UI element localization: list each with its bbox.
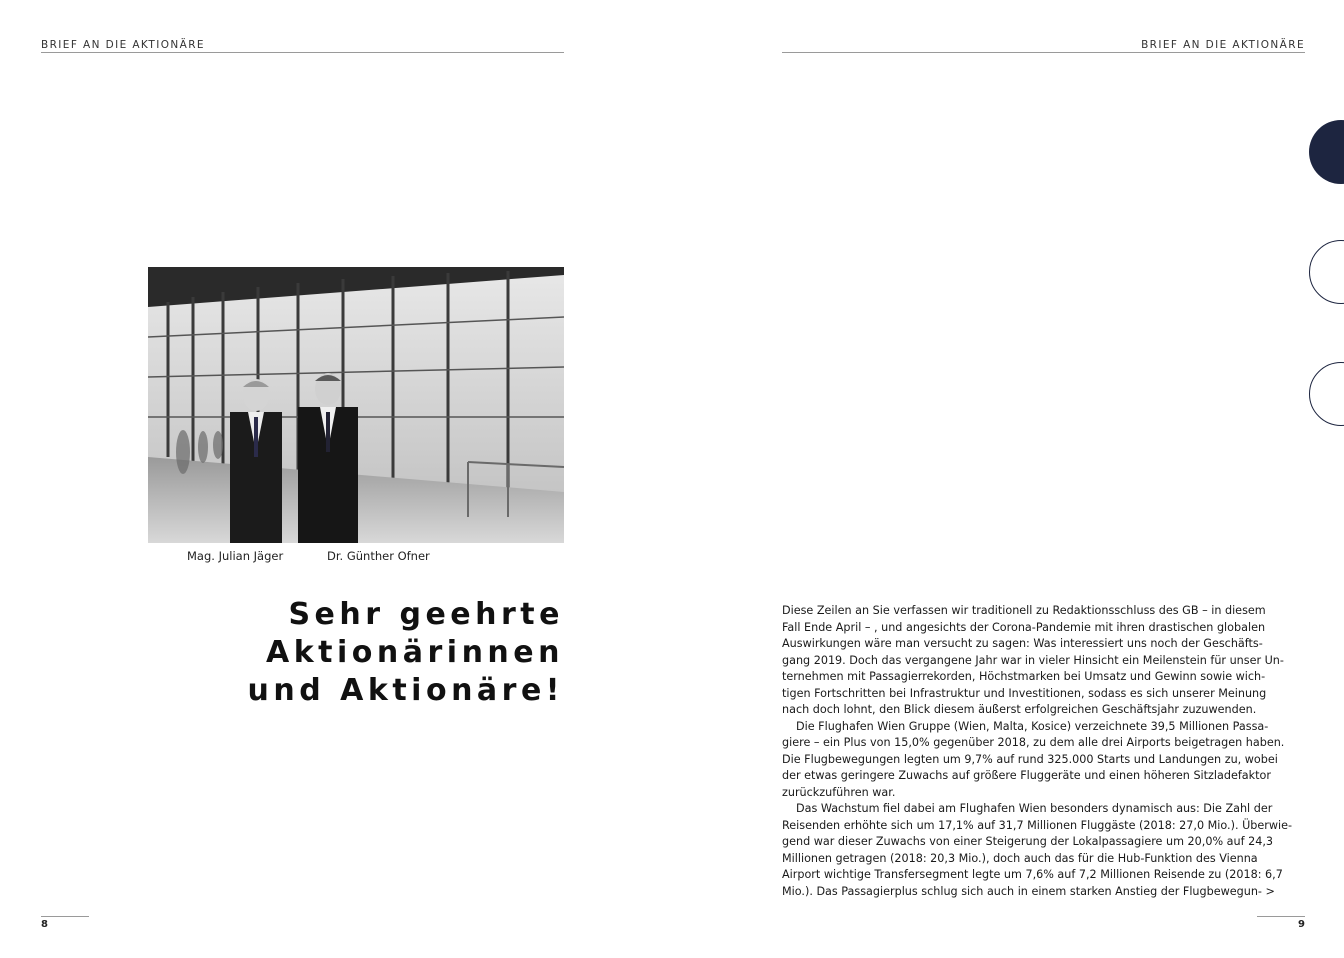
letter-line: Das Wachstum fiel dabei am Flughafen Wien besonders dynamisch aus: Die Zahl der (796, 802, 1273, 815)
letter-line: Reisenden erhöhte sich um 17,1% auf 31,7 Millionen Fluggäste (2018: 27,0 Mio.). Überwie- (782, 818, 1293, 832)
caption-guenther-ofner: Dr. Günther Ofner (327, 549, 430, 563)
letter-line: nach doch lohnt, den Blick diesem äußerst erfolgreichen Geschäftsjahr zuzuwenden. (782, 703, 1257, 716)
left-running-header: BRIEF AN DIE AKTIONÄRE (41, 39, 205, 51)
salutation-line: und Aktionäre! (247, 673, 564, 708)
letter-line: Millionen getragen (2018: 20,3 Mio.), doch auch das für die Hub-Funktion des Vienna (782, 851, 1258, 865)
letter-line: Die Flugbewegungen legten um 9,7% auf rund 325.000 Starts und Landungen zu, wobei (782, 752, 1278, 766)
chapter-tab[interactable] (1309, 240, 1344, 304)
letter-line: Diese Zeilen an Sie verfassen wir traditionell zu Redaktionsschluss des GB – in diesem (782, 604, 1266, 617)
letter-line: der etwas geringere Zuwachs auf größere Fluggeräte und einen höheren Sitzladefaktor (782, 769, 1271, 782)
letter-line: ternehmen mit Passagierrekorden, Höchstmarken bei Umsatz und Gewinn sowie wich- (782, 670, 1266, 683)
left-footer-rule (41, 916, 89, 917)
caption-julian-jaeger: Mag. Julian Jäger (187, 549, 284, 563)
salutation-heading (248, 596, 564, 710)
letter-line: zurückzuführen war. (782, 785, 896, 799)
right-header-rule (782, 52, 1305, 53)
letter-line: Fall Ende April – , und angesichts der Corona-Pandemie mit ihren drastischen globalen (782, 620, 1266, 634)
chapter-tab[interactable] (1309, 362, 1344, 426)
letter-line: tigen Fortschritten bei Infrastruktur und Investitionen, sodass es sich unserer Meinung (782, 686, 1267, 700)
salutation-line: Aktionärinnen (265, 635, 564, 670)
chapter-tab-active[interactable] (1309, 120, 1344, 184)
letter-line: Auswirkungen wäre man versucht zu sagen: Was interessiert uns noch der Geschäfts- (782, 637, 1263, 650)
right-footer-rule (1257, 916, 1305, 917)
letter-line: Die Flughafen Wien Gruppe (Wien, Malta, Kosice) verzeichnete 39,5 Millionen Passa- (796, 719, 1269, 733)
letter-line: Mio.). Das Passagierplus schlug sich auch in einem starken Anstieg der Flugbewegun- > (782, 884, 1275, 898)
letter-line: gang 2019. Doch das vergangene Jahr war in vieler Hinsicht ein Meilenstein für unser Un- (782, 653, 1284, 667)
letter-line: Airport wichtige Transfersegment legte um 7,6% auf 7,2 Millionen Reisende zu (2018: 6,7 (782, 868, 1283, 881)
right-running-header: BRIEF AN DIE AKTIONÄRE (1141, 39, 1305, 51)
left-header-rule (41, 52, 564, 53)
letter-body (782, 603, 1293, 900)
left-page-number: 8 (41, 919, 48, 930)
letter-line: giere – ein Plus von 15,0% gegenüber 2018, zu dem alle drei Airports beigetragen haben. (782, 736, 1285, 749)
salutation-line: Sehr geehrte (288, 597, 564, 632)
right-page-number: 9 (1298, 919, 1305, 930)
letter-line: gend war dieser Zuwachs von einer Steigerung der Lokalpassagiere um 20,0% auf 24,3 (782, 835, 1273, 848)
executives-photo (148, 267, 564, 543)
